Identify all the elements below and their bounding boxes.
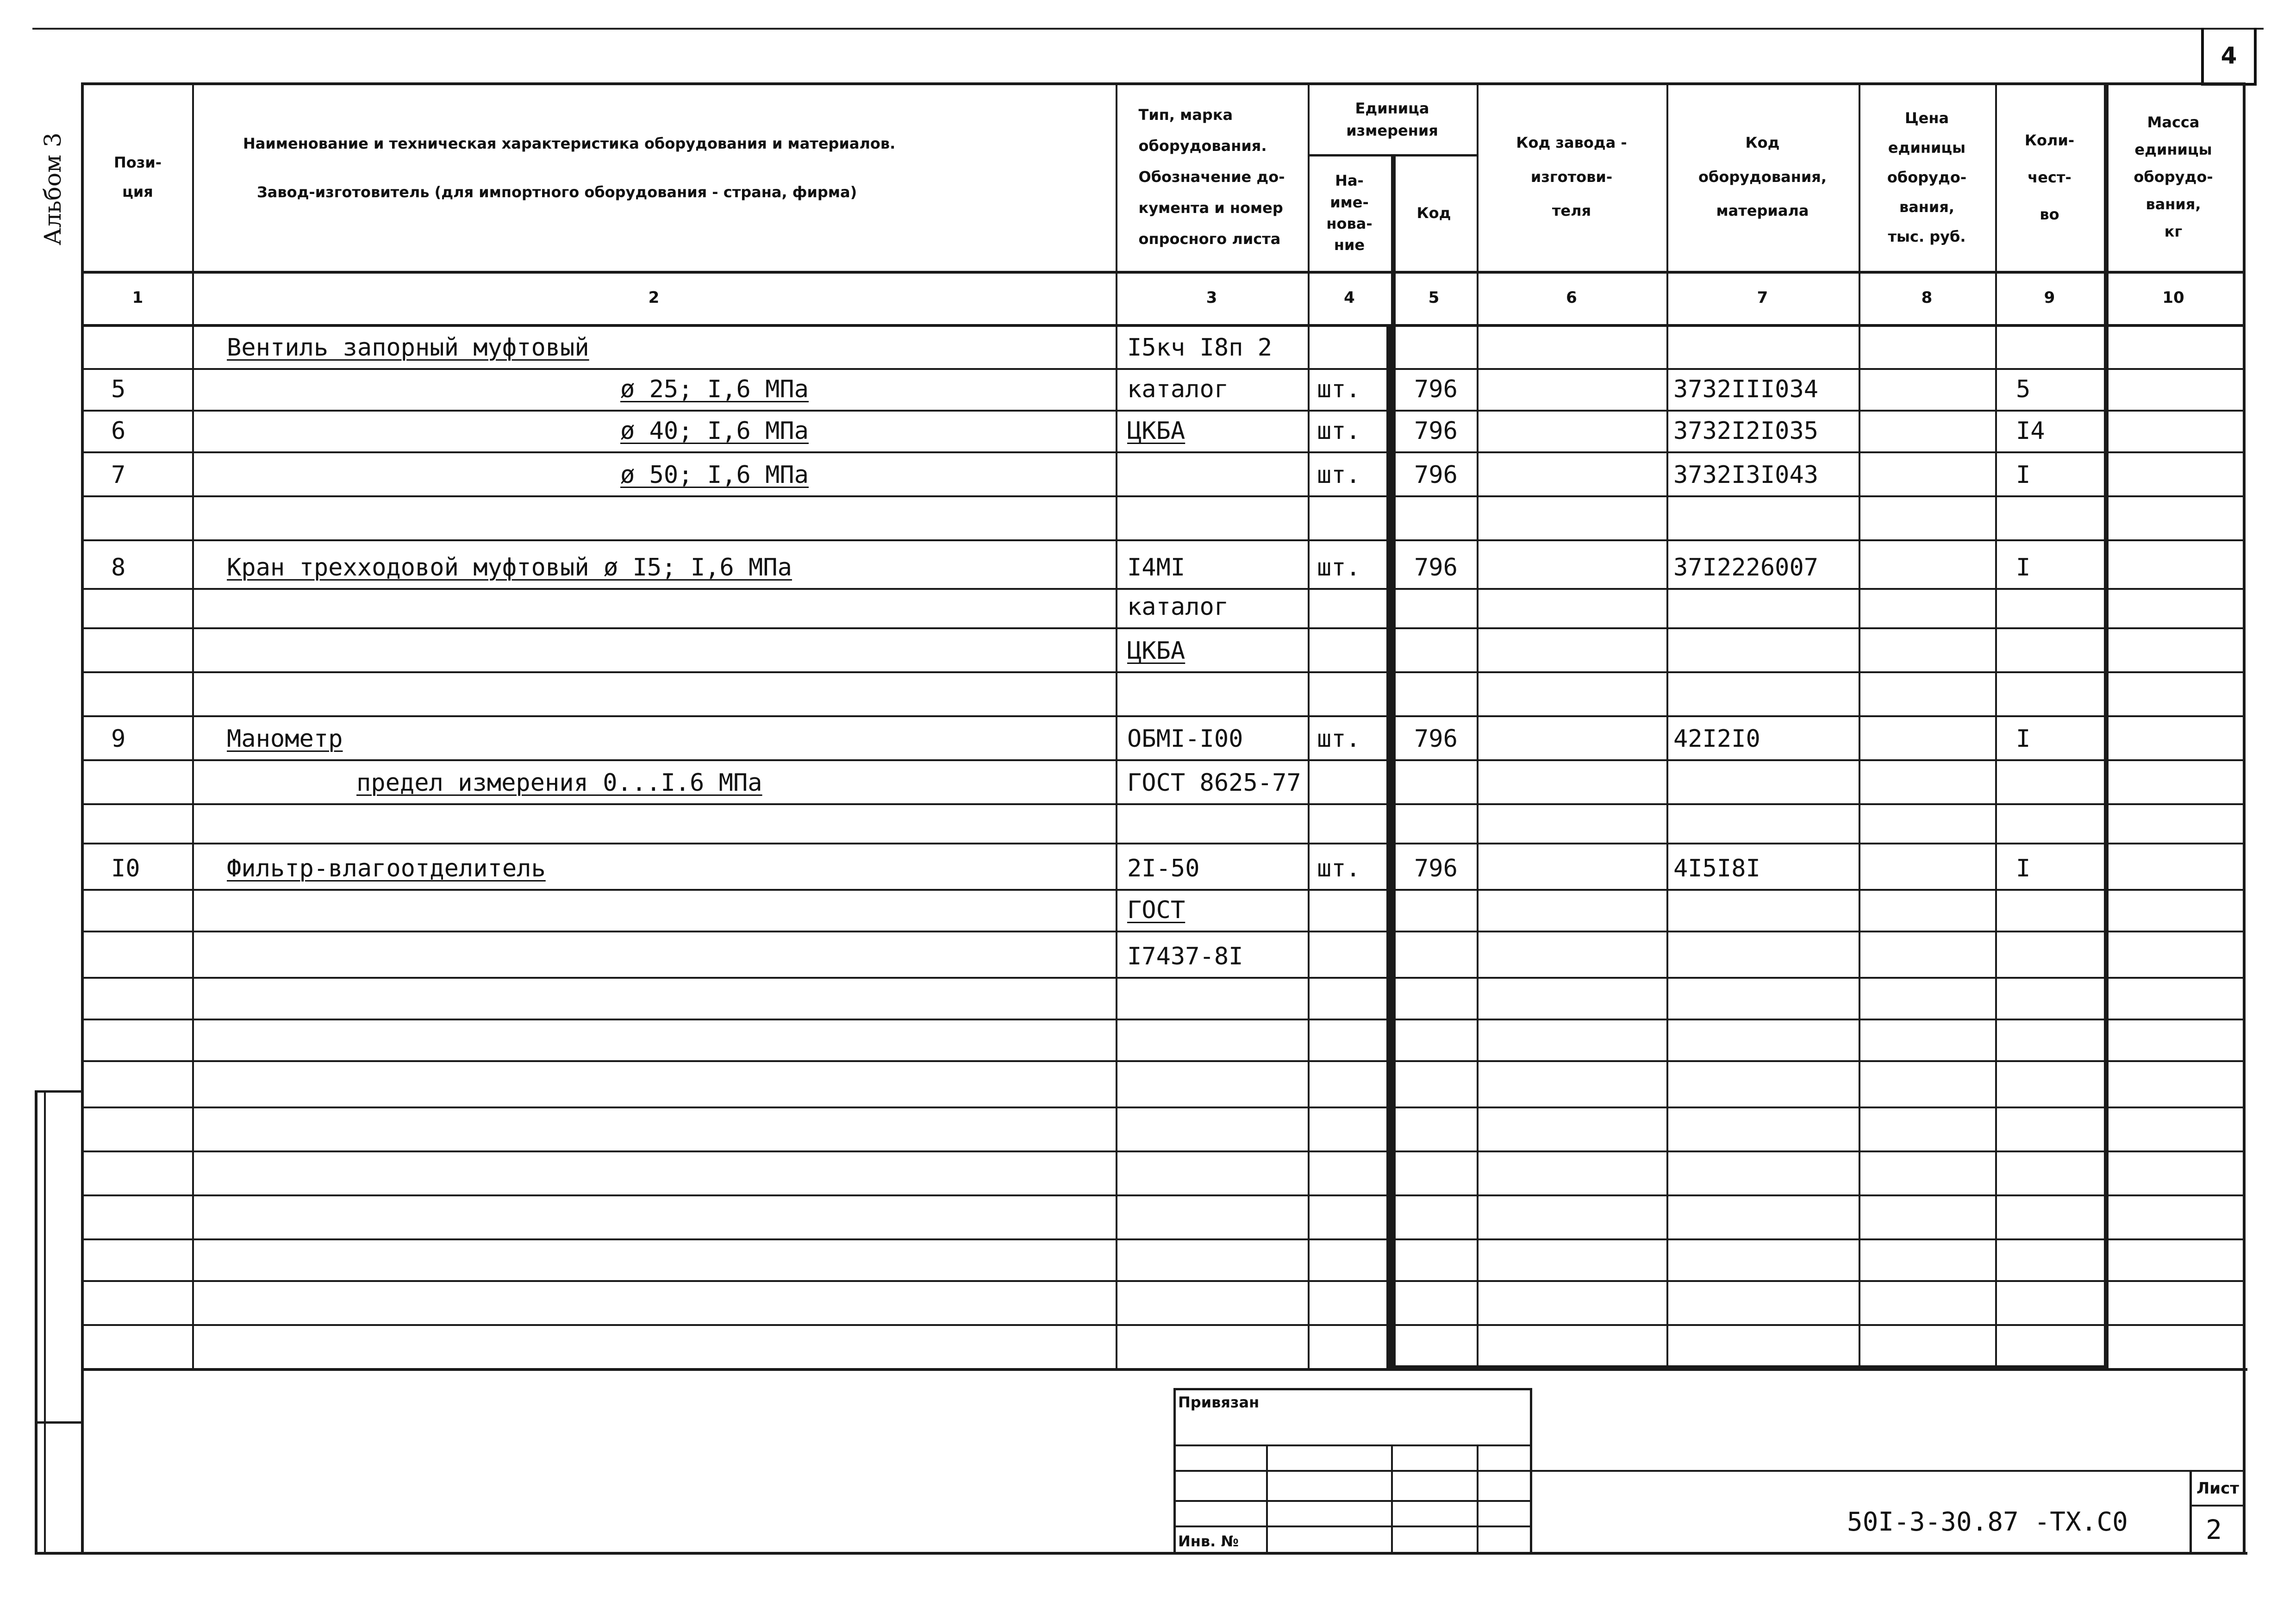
album-label: Альбом 3 (39, 132, 66, 245)
row-name: Манометр (227, 725, 343, 753)
row-line (83, 1194, 2243, 1196)
row-unit: шт. (1317, 375, 1360, 403)
column-number: 5 (1428, 288, 1440, 307)
margin-strip-outer (35, 1090, 37, 1553)
header-mass: Масса единицы оборудо- вания, кг (2134, 113, 2213, 241)
row-type: I7437-8I (1127, 943, 1243, 970)
row-type: I4MI (1127, 554, 1185, 581)
header-unit-name: На- име- нова- ние (1326, 172, 1373, 254)
thick-col10-left (2104, 324, 2109, 1368)
column-number: 2 (648, 288, 660, 307)
row-line (83, 931, 2243, 932)
row-line (83, 1150, 2243, 1152)
column-number: 1 (132, 288, 144, 307)
header-unit: Единица измерения (1346, 99, 1438, 139)
row-equipment-code: 3732I2I035 (1673, 417, 1819, 445)
thick-bottom-bold (1386, 1365, 2109, 1370)
row-line (83, 843, 2243, 844)
header-type: Тип, марка оборудования. Обозначение до- кумента и номер опросного листа (1138, 106, 1285, 248)
row-type: ЦКБА (1127, 637, 1185, 665)
row-line (83, 889, 2243, 891)
row-position: 5 (111, 375, 126, 403)
stamp-privyazan: Привязан (1178, 1394, 1260, 1411)
stamp-inv-no: Инв. № (1178, 1532, 1239, 1550)
sheet-cell-line (2190, 1505, 2245, 1507)
row-type: 2I-50 (1127, 855, 1200, 882)
row-position: 8 (111, 554, 126, 581)
row-equipment-code: 3732I3I043 (1673, 461, 1819, 489)
stamp-top (1173, 1388, 1530, 1390)
sheet-number-box (2201, 28, 2257, 86)
header-position: Пози- ция (113, 154, 162, 200)
row-name: ø 40; I,6 МПа (620, 417, 809, 445)
row-line (83, 671, 2243, 673)
margin-strip-inner (44, 1090, 46, 1553)
top-rule (32, 28, 2264, 30)
margin-strip-mid (35, 1421, 83, 1424)
row-type: ГОСТ 8625-77 (1127, 769, 1301, 797)
header-price: Цена единицы оборудо- вания, тыс. руб. (1887, 109, 1967, 245)
row-line (83, 588, 2243, 590)
row-quantity: I (2016, 725, 2031, 753)
row-line (83, 803, 2243, 805)
row-line (83, 368, 2243, 370)
row-position: I0 (111, 855, 140, 882)
row-line (83, 715, 2243, 717)
header-equipment-code: Код оборудования, материала (1698, 134, 1827, 220)
row-unit-code: 796 (1414, 417, 1458, 445)
row-equipment-code: 37I2226007 (1673, 554, 1819, 581)
row-unit-code: 796 (1414, 375, 1458, 403)
margin-strip-top (35, 1090, 83, 1093)
row-quantity: I (2016, 855, 2031, 882)
column-number: 10 (2162, 288, 2184, 307)
column-number: 8 (1921, 288, 1933, 307)
row-unit: шт. (1317, 725, 1360, 753)
row-unit-code: 796 (1414, 554, 1458, 581)
row-line (83, 627, 2243, 629)
row-name: Фильтр-влагоотделитель (227, 855, 546, 882)
row-unit-code: 796 (1414, 725, 1458, 753)
row-name: Вентиль запорный муфтовый (227, 334, 589, 362)
row-quantity: 5 (2016, 375, 2031, 403)
row-name: Кран трехходовой муфтовый ø I5; I,6 МПа (227, 554, 792, 581)
header-unit-code: Код (1416, 204, 1451, 222)
row-unit: шт. (1317, 554, 1360, 581)
stamp-sheet-value: 2 (2206, 1514, 2222, 1545)
row-line (83, 1280, 2243, 1282)
row-equipment-code: 42I2I0 (1673, 725, 1760, 753)
row-line (83, 1324, 2243, 1326)
row-type: ОБМI-I00 (1127, 725, 1243, 753)
sheet-number: 4 (2221, 42, 2237, 69)
row-position: 9 (111, 725, 126, 753)
row-quantity: I (2016, 461, 2031, 489)
row-line (83, 1107, 2243, 1108)
sheet-cell-left (2190, 1470, 2192, 1553)
header-name-line1: Наименование и техническая характеристика оборудования и материалов. (243, 134, 896, 152)
stamp-col1 (1266, 1444, 1268, 1553)
row-line (83, 977, 2243, 979)
row-type: каталог (1127, 375, 1229, 403)
header-quantity: Коли- чест- во (2024, 131, 2075, 223)
row-line (83, 451, 2243, 453)
row-equipment-code: 3732III034 (1673, 375, 1819, 403)
row-unit-code: 796 (1414, 461, 1458, 489)
thick-col5-left (1386, 324, 1391, 1368)
album-label-wrap (39, 116, 76, 255)
row-position: 6 (111, 417, 126, 445)
row-equipment-code: 4I5I8I (1673, 855, 1760, 882)
row-unit-code: 796 (1414, 855, 1458, 882)
right-frame-line (2243, 82, 2246, 1555)
stamp-col3 (1477, 1444, 1479, 1553)
stamp-sheet-label: Лист (2196, 1479, 2239, 1498)
column-number: 9 (2044, 288, 2055, 307)
stamp-doc-code: 50I-3-30.87 -ТХ.С0 (1847, 1507, 2128, 1537)
stamp-col2 (1391, 1444, 1393, 1553)
header-name-line2: Завод-изготовитель (для импортного оборудования - страна, фирма) (257, 183, 857, 201)
header-factory-code: Код завода - изготови- теля (1516, 134, 1627, 220)
row-line (83, 1019, 2243, 1020)
row-type: ГОСТ (1127, 896, 1185, 924)
row-name: ø 25; I,6 МПа (620, 375, 809, 403)
row-position: 7 (111, 461, 126, 489)
frame-bottom (35, 1552, 2247, 1555)
row-unit: шт. (1317, 461, 1360, 489)
row-unit: шт. (1317, 417, 1360, 445)
row-name: предел измерения 0...I.6 МПа (356, 769, 762, 797)
row-line (83, 495, 2243, 497)
row-line (83, 539, 2243, 541)
row-type: I5кч I8п 2 (1127, 334, 1273, 362)
codeblock-top (1530, 1470, 2245, 1472)
row-quantity: I4 (2016, 417, 2045, 445)
row-quantity: I (2016, 554, 2031, 581)
row-line (83, 1238, 2243, 1240)
column-number: 6 (1566, 288, 1577, 307)
row-type: ЦКБА (1127, 417, 1185, 445)
row-type: каталог (1127, 593, 1229, 621)
column-number: 3 (1206, 288, 1217, 307)
column-number: 4 (1344, 288, 1355, 307)
row-unit: шт. (1317, 855, 1360, 882)
row-line (83, 759, 2243, 761)
column-number: 7 (1757, 288, 1768, 307)
row-line (83, 1060, 2243, 1062)
row-line (83, 410, 2243, 412)
colnum-bottom-border (81, 324, 2245, 327)
row-name: ø 50; I,6 МПа (620, 461, 809, 489)
column-line (1391, 154, 1396, 1368)
